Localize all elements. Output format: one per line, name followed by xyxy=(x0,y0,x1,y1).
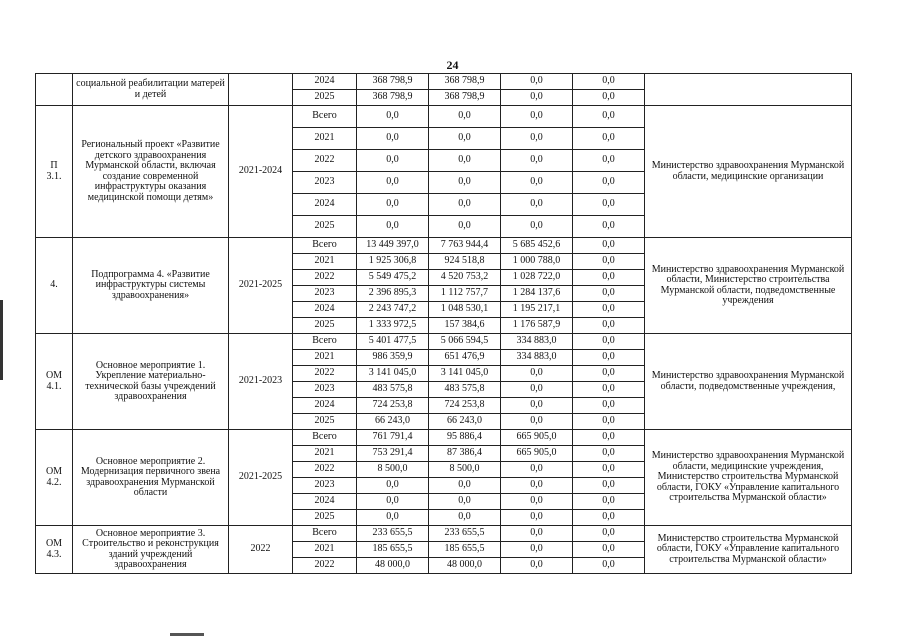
funding-cell: 0,0 xyxy=(501,478,573,494)
funding-cell: 0,0 xyxy=(573,382,645,398)
item-executor: Министерство здравоохранения Мурманской области, Министерство строительства Мурманской области, подведомственные учреждения xyxy=(645,238,852,334)
funding-cell: 0,0 xyxy=(501,526,573,542)
funding-cell: 48 000,0 xyxy=(429,558,501,574)
year-cell: 2023 xyxy=(293,382,357,398)
year-cell: 2025 xyxy=(293,414,357,430)
item-code: 4. xyxy=(36,238,73,334)
total-cell: 3 141 045,0 xyxy=(357,366,429,382)
funding-cell: 0,0 xyxy=(501,366,573,382)
funding-cell: 334 883,0 xyxy=(501,334,573,350)
item-period: 2021-2024 xyxy=(229,106,293,238)
year-cell: 2023 xyxy=(293,478,357,494)
funding-cell: 0,0 xyxy=(501,106,573,128)
item-period: 2021-2025 xyxy=(229,430,293,526)
funding-cell: 8 500,0 xyxy=(429,462,501,478)
item-code: ОМ 4.3. xyxy=(36,526,73,574)
item-code: ОМ 4.2. xyxy=(36,430,73,526)
funding-cell: 0,0 xyxy=(573,302,645,318)
year-cell: 2025 xyxy=(293,318,357,334)
year-cell: 2022 xyxy=(293,150,357,172)
funding-cell: 0,0 xyxy=(429,478,501,494)
funding-cell: 0,0 xyxy=(573,366,645,382)
funding-cell: 0,0 xyxy=(573,334,645,350)
item-code: П 3.1. xyxy=(36,106,73,238)
item-name: Основное мероприятие 1. Укрепление материально-технической базы учреждений здравоохранения xyxy=(73,334,229,430)
budget-table xyxy=(35,73,852,574)
funding-cell: 0,0 xyxy=(429,494,501,510)
funding-cell: 368 798,9 xyxy=(429,74,501,90)
year-cell: Всего xyxy=(293,526,357,542)
year-cell: 2021 xyxy=(293,542,357,558)
year-cell: 2022 xyxy=(293,462,357,478)
funding-cell: 0,0 xyxy=(501,216,573,238)
table-row xyxy=(36,238,852,254)
funding-cell: 0,0 xyxy=(501,494,573,510)
funding-cell: 0,0 xyxy=(429,194,501,216)
year-cell: 2021 xyxy=(293,446,357,462)
total-cell: 0,0 xyxy=(357,494,429,510)
year-cell: 2022 xyxy=(293,270,357,286)
year-cell: 2022 xyxy=(293,558,357,574)
funding-cell: 0,0 xyxy=(501,462,573,478)
year-cell: 2025 xyxy=(293,510,357,526)
total-cell: 1 925 306,8 xyxy=(357,254,429,270)
funding-cell: 0,0 xyxy=(573,90,645,106)
total-cell: 1 333 972,5 xyxy=(357,318,429,334)
funding-cell: 0,0 xyxy=(501,128,573,150)
funding-cell: 724 253,8 xyxy=(429,398,501,414)
funding-cell: 5 685 452,6 xyxy=(501,238,573,254)
funding-cell: 665 905,0 xyxy=(501,446,573,462)
funding-cell: 157 384,6 xyxy=(429,318,501,334)
funding-cell: 4 520 753,2 xyxy=(429,270,501,286)
total-cell: 233 655,5 xyxy=(357,526,429,542)
year-cell: Всего xyxy=(293,106,357,128)
funding-cell: 0,0 xyxy=(501,90,573,106)
funding-cell: 0,0 xyxy=(573,106,645,128)
funding-cell: 87 386,4 xyxy=(429,446,501,462)
item-executor: Министерство строительства Мурманской области, ГОКУ «Управление капитального строительства Мурманской области» xyxy=(645,526,852,574)
funding-cell: 0,0 xyxy=(573,446,645,462)
total-cell: 483 575,8 xyxy=(357,382,429,398)
year-cell: 2024 xyxy=(293,398,357,414)
total-cell: 368 798,9 xyxy=(357,74,429,90)
funding-cell: 95 886,4 xyxy=(429,430,501,446)
funding-cell: 0,0 xyxy=(573,172,645,194)
total-cell: 986 359,9 xyxy=(357,350,429,366)
total-cell: 368 798,9 xyxy=(357,90,429,106)
funding-cell: 0,0 xyxy=(573,494,645,510)
table-row xyxy=(36,526,852,542)
item-period: 2022 xyxy=(229,526,293,574)
funding-cell: 0,0 xyxy=(573,74,645,90)
funding-cell: 0,0 xyxy=(501,414,573,430)
funding-cell: 1 048 530,1 xyxy=(429,302,501,318)
item-name: Основное мероприятие 3. Строительство и реконструкция зданий учреждений здравоохранения xyxy=(73,526,229,574)
funding-cell: 1 112 757,7 xyxy=(429,286,501,302)
funding-cell: 1 176 587,9 xyxy=(501,318,573,334)
funding-cell: 0,0 xyxy=(573,286,645,302)
funding-cell: 0,0 xyxy=(573,128,645,150)
total-cell: 48 000,0 xyxy=(357,558,429,574)
item-executor: Министерство здравоохранения Мурманской области, медицинские учреждения, Министерство строительства Мурманской области, ГОКУ «Управление капитального строительства Мурманской области» xyxy=(645,430,852,526)
total-cell: 13 449 397,0 xyxy=(357,238,429,254)
funding-cell: 0,0 xyxy=(573,398,645,414)
funding-cell: 483 575,8 xyxy=(429,382,501,398)
funding-cell: 651 476,9 xyxy=(429,350,501,366)
funding-cell: 0,0 xyxy=(501,398,573,414)
funding-cell: 0,0 xyxy=(501,382,573,398)
funding-cell: 1 195 217,1 xyxy=(501,302,573,318)
funding-cell: 0,0 xyxy=(501,510,573,526)
year-cell: 2024 xyxy=(293,194,357,216)
funding-cell: 0,0 xyxy=(573,254,645,270)
funding-cell: 368 798,9 xyxy=(429,90,501,106)
year-cell: 2024 xyxy=(293,494,357,510)
year-cell: 2025 xyxy=(293,216,357,238)
funding-cell: 0,0 xyxy=(429,150,501,172)
funding-cell: 0,0 xyxy=(573,542,645,558)
item-name: социальной реабилитации матерей и детей xyxy=(73,74,229,106)
total-cell: 5 401 477,5 xyxy=(357,334,429,350)
table-row xyxy=(36,106,852,128)
year-cell: Всего xyxy=(293,430,357,446)
total-cell: 8 500,0 xyxy=(357,462,429,478)
total-cell: 2 396 895,3 xyxy=(357,286,429,302)
funding-cell: 0,0 xyxy=(573,350,645,366)
year-cell: 2024 xyxy=(293,74,357,90)
funding-cell: 334 883,0 xyxy=(501,350,573,366)
funding-cell: 1 284 137,6 xyxy=(501,286,573,302)
funding-cell: 0,0 xyxy=(573,238,645,254)
funding-cell: 0,0 xyxy=(573,414,645,430)
total-cell: 0,0 xyxy=(357,216,429,238)
table-row xyxy=(36,430,852,446)
item-period xyxy=(229,74,293,106)
funding-cell: 0,0 xyxy=(573,558,645,574)
funding-cell: 0,0 xyxy=(501,194,573,216)
item-name: Региональный проект «Развитие детского здравоохранения Мурманской области, включая создание современной инфраструктуры оказания медицинской помощи детям» xyxy=(73,106,229,238)
funding-cell: 0,0 xyxy=(501,558,573,574)
year-cell: 2024 xyxy=(293,302,357,318)
funding-cell: 665 905,0 xyxy=(501,430,573,446)
item-code: ОМ 4.1. xyxy=(36,334,73,430)
year-cell: 2021 xyxy=(293,254,357,270)
budget-table-body xyxy=(36,74,852,574)
funding-cell: 0,0 xyxy=(573,526,645,542)
year-cell: Всего xyxy=(293,334,357,350)
funding-cell: 0,0 xyxy=(501,172,573,194)
item-executor: Министерство здравоохранения Мурманской области, подведомственные учреждения, xyxy=(645,334,852,430)
funding-cell: 66 243,0 xyxy=(429,414,501,430)
item-executor xyxy=(645,74,852,106)
funding-cell: 0,0 xyxy=(429,510,501,526)
funding-cell: 0,0 xyxy=(501,542,573,558)
total-cell: 0,0 xyxy=(357,150,429,172)
scan-artifact-bottom xyxy=(170,633,204,636)
item-period: 2021-2023 xyxy=(229,334,293,430)
funding-cell: 0,0 xyxy=(429,128,501,150)
total-cell: 761 791,4 xyxy=(357,430,429,446)
year-cell: 2023 xyxy=(293,286,357,302)
funding-cell: 7 763 944,4 xyxy=(429,238,501,254)
item-executor: Министерство здравоохранения Мурманской области, медицинские организации xyxy=(645,106,852,238)
funding-cell: 5 066 594,5 xyxy=(429,334,501,350)
total-cell: 185 655,5 xyxy=(357,542,429,558)
funding-cell: 0,0 xyxy=(573,194,645,216)
year-cell: 2021 xyxy=(293,350,357,366)
table-row xyxy=(36,334,852,350)
funding-cell: 0,0 xyxy=(573,510,645,526)
item-name: Подпрограмма 4. «Развитие инфраструктуры системы здравоохранения» xyxy=(73,238,229,334)
funding-cell: 924 518,8 xyxy=(429,254,501,270)
item-code xyxy=(36,74,73,106)
item-period: 2021-2025 xyxy=(229,238,293,334)
scan-artifact-left xyxy=(0,300,3,380)
item-name: Основное мероприятие 2. Модернизация первичного звена здравоохранения Мурманской области xyxy=(73,430,229,526)
total-cell: 0,0 xyxy=(357,106,429,128)
total-cell: 0,0 xyxy=(357,128,429,150)
funding-cell: 0,0 xyxy=(573,150,645,172)
funding-cell: 0,0 xyxy=(573,430,645,446)
funding-cell: 0,0 xyxy=(429,172,501,194)
funding-cell: 0,0 xyxy=(501,74,573,90)
funding-cell: 0,0 xyxy=(429,216,501,238)
year-cell: 2025 xyxy=(293,90,357,106)
funding-cell: 0,0 xyxy=(429,106,501,128)
total-cell: 2 243 747,2 xyxy=(357,302,429,318)
funding-cell: 0,0 xyxy=(501,150,573,172)
funding-cell: 0,0 xyxy=(573,478,645,494)
funding-cell: 233 655,5 xyxy=(429,526,501,542)
total-cell: 724 253,8 xyxy=(357,398,429,414)
funding-cell: 1 028 722,0 xyxy=(501,270,573,286)
year-cell: 2022 xyxy=(293,366,357,382)
page-number: 24 xyxy=(446,58,459,72)
funding-cell: 3 141 045,0 xyxy=(429,366,501,382)
total-cell: 5 549 475,2 xyxy=(357,270,429,286)
total-cell: 753 291,4 xyxy=(357,446,429,462)
year-cell: 2021 xyxy=(293,128,357,150)
year-cell: 2023 xyxy=(293,172,357,194)
total-cell: 0,0 xyxy=(357,478,429,494)
table-row xyxy=(36,74,852,90)
funding-cell: 0,0 xyxy=(573,462,645,478)
funding-cell: 0,0 xyxy=(573,216,645,238)
total-cell: 0,0 xyxy=(357,510,429,526)
funding-cell: 0,0 xyxy=(573,318,645,334)
funding-cell: 0,0 xyxy=(573,270,645,286)
funding-cell: 185 655,5 xyxy=(429,542,501,558)
total-cell: 0,0 xyxy=(357,194,429,216)
year-cell: Всего xyxy=(293,238,357,254)
funding-cell: 1 000 788,0 xyxy=(501,254,573,270)
total-cell: 0,0 xyxy=(357,172,429,194)
total-cell: 66 243,0 xyxy=(357,414,429,430)
